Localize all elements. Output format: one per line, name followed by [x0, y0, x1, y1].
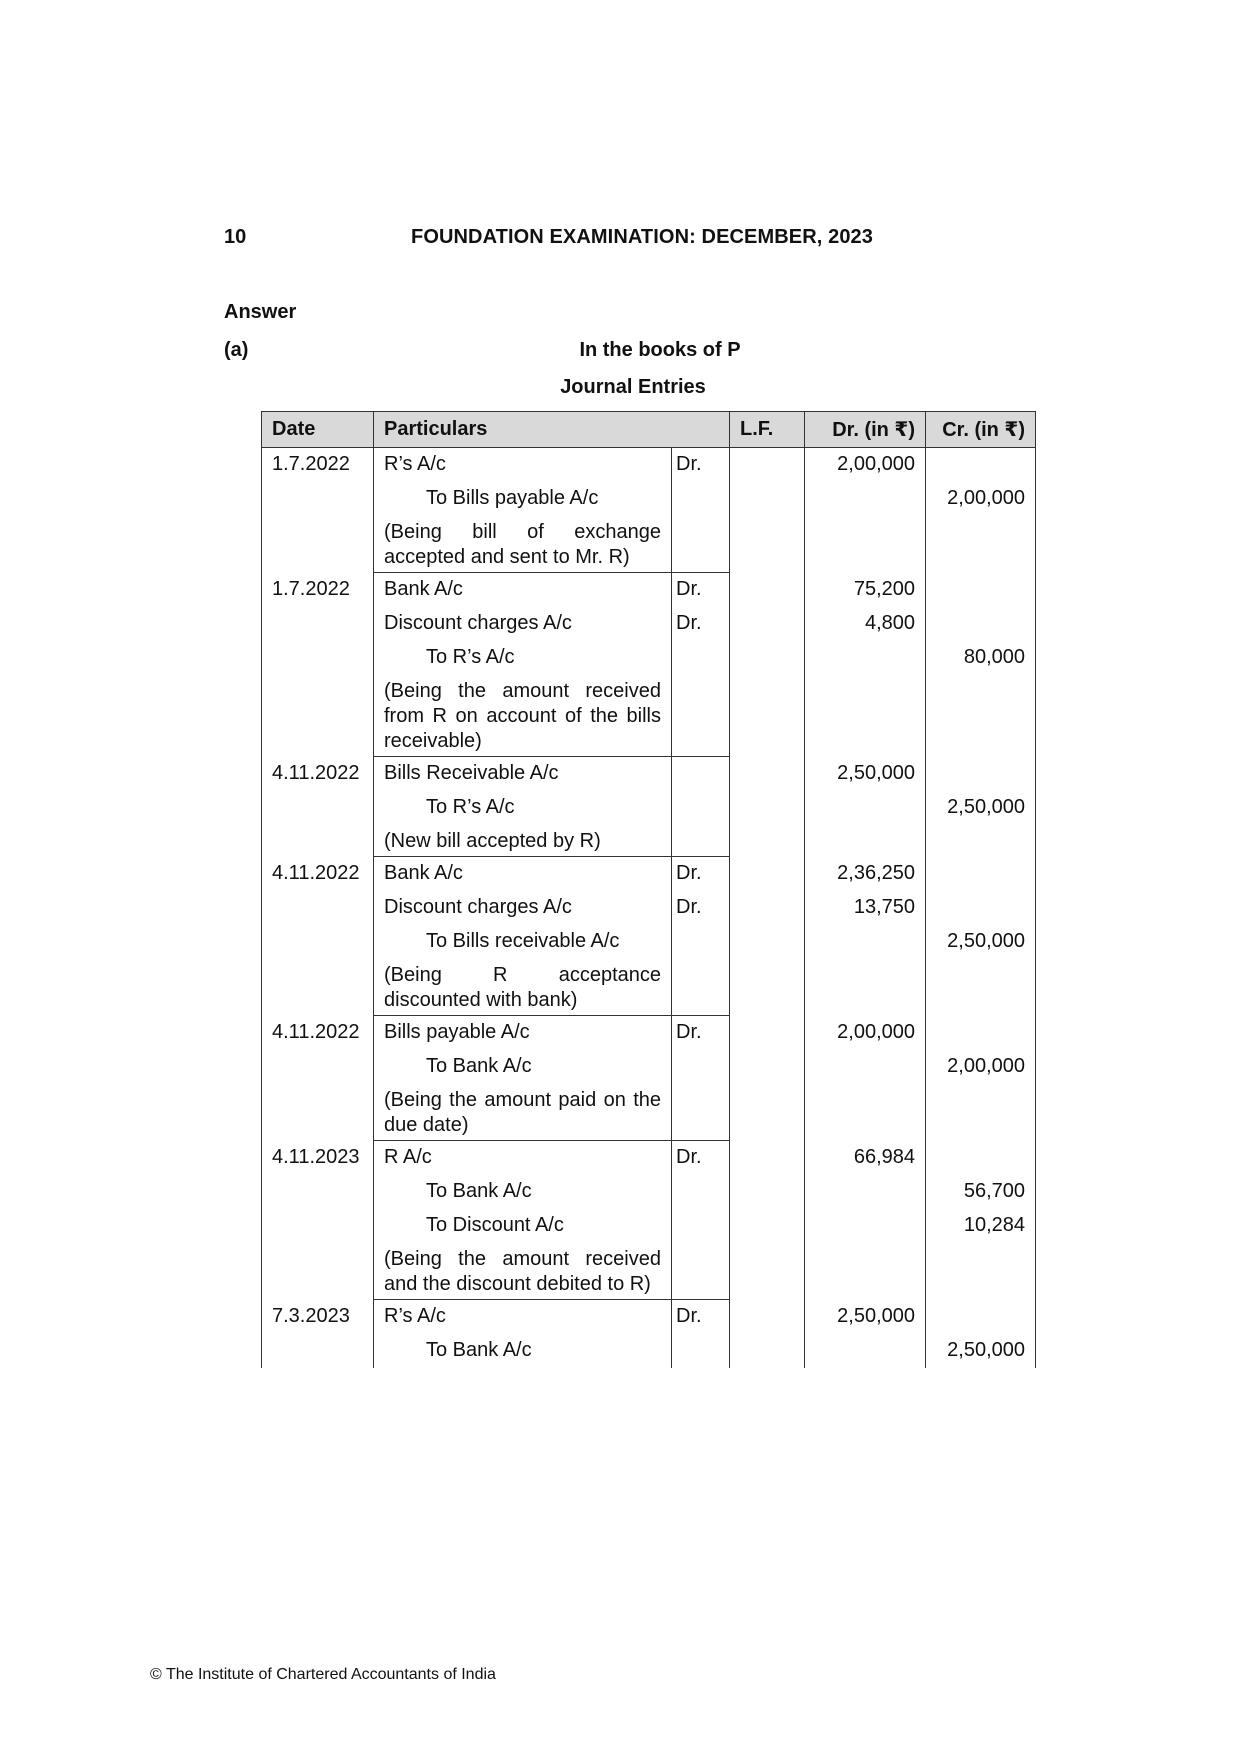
lf-cell — [730, 1334, 805, 1368]
lf-cell — [730, 1300, 805, 1335]
particulars-cell: To Bank A/c — [374, 1175, 672, 1209]
debit-amount: 2,00,000 — [805, 1016, 926, 1051]
page-number: 10 — [224, 226, 247, 248]
dr-mark — [672, 825, 730, 857]
debit-amount: 2,50,000 — [805, 757, 926, 792]
credit-amount: 2,00,000 — [926, 1050, 1036, 1084]
credit-amount — [926, 1141, 1036, 1176]
entry-date — [262, 607, 374, 641]
dr-mark: Dr. — [672, 448, 730, 483]
books-title: In the books of P — [579, 339, 741, 361]
journal-table — [261, 411, 1036, 1368]
entry-date — [262, 482, 374, 516]
lf-cell — [730, 857, 805, 892]
table-row — [262, 1334, 1036, 1368]
particulars-cell: Bank A/c — [374, 573, 672, 608]
particulars-cell: Bank A/c — [374, 857, 672, 892]
entry-date — [262, 1243, 374, 1300]
debit-amount: 13,750 — [805, 891, 926, 925]
debit-amount — [805, 516, 926, 573]
table-row — [262, 1209, 1036, 1243]
particulars-cell: R’s A/c — [374, 1300, 672, 1335]
table-row — [262, 857, 1036, 892]
credit-amount — [926, 891, 1036, 925]
table-row — [262, 641, 1036, 675]
entry-date — [262, 516, 374, 573]
credit-amount — [926, 1243, 1036, 1300]
table-row — [262, 1141, 1036, 1176]
debit-amount — [805, 1334, 926, 1368]
dr-mark — [672, 791, 730, 825]
debit-amount: 4,800 — [805, 607, 926, 641]
dr-mark — [672, 1209, 730, 1243]
narration-row — [262, 675, 1036, 757]
dr-mark — [672, 925, 730, 959]
entry-date — [262, 675, 374, 757]
debit-amount — [805, 675, 926, 757]
page-header-title: FOUNDATION EXAMINATION: DECEMBER, 2023 — [411, 226, 873, 248]
lf-cell — [730, 959, 805, 1016]
particulars-cell: Discount charges A/c — [374, 607, 672, 641]
entry-date: 4.11.2022 — [262, 757, 374, 792]
credit-amount — [926, 573, 1036, 608]
dr-mark — [672, 1243, 730, 1300]
credit-amount — [926, 857, 1036, 892]
lf-cell — [730, 1243, 805, 1300]
lf-cell — [730, 607, 805, 641]
lf-cell — [730, 791, 805, 825]
dr-mark — [672, 1084, 730, 1141]
narration-row — [262, 1084, 1036, 1141]
header-date: Date — [262, 412, 374, 448]
entry-date — [262, 925, 374, 959]
table-row — [262, 1300, 1036, 1335]
dr-mark: Dr. — [672, 573, 730, 608]
table-row — [262, 791, 1036, 825]
narration-row — [262, 516, 1036, 573]
debit-amount — [805, 959, 926, 1016]
debit-amount — [805, 1050, 926, 1084]
table-row — [262, 1016, 1036, 1051]
entry-date: 1.7.2022 — [262, 573, 374, 608]
debit-amount: 2,36,250 — [805, 857, 926, 892]
table-header-row — [262, 412, 1036, 448]
credit-amount: 2,50,000 — [926, 791, 1036, 825]
particulars-cell: To R’s A/c — [374, 641, 672, 675]
journal-title: Journal Entries — [560, 376, 706, 398]
credit-amount: 2,50,000 — [926, 1334, 1036, 1368]
credit-amount — [926, 757, 1036, 792]
lf-cell — [730, 891, 805, 925]
dr-mark: Dr. — [672, 891, 730, 925]
table-row — [262, 607, 1036, 641]
credit-amount — [926, 448, 1036, 483]
dr-mark — [672, 675, 730, 757]
lf-cell — [730, 641, 805, 675]
credit-amount: 2,50,000 — [926, 925, 1036, 959]
narration-text: (Being the amount received from R on account of the bills receivable) — [374, 675, 672, 757]
table-row — [262, 1175, 1036, 1209]
entry-date — [262, 825, 374, 857]
lf-cell — [730, 925, 805, 959]
lf-cell — [730, 1016, 805, 1051]
dr-mark — [672, 1334, 730, 1368]
table-row — [262, 891, 1036, 925]
entry-date: 1.7.2022 — [262, 448, 374, 483]
narration-text: (Being the amount paid on the due date) — [374, 1084, 672, 1141]
entry-date — [262, 1050, 374, 1084]
entry-date: 7.3.2023 — [262, 1300, 374, 1335]
particulars-cell: To Bills receivable A/c — [374, 925, 672, 959]
debit-amount: 2,00,000 — [805, 448, 926, 483]
debit-amount — [805, 1084, 926, 1141]
lf-cell — [730, 825, 805, 857]
dr-mark: Dr. — [672, 857, 730, 892]
entry-date — [262, 1175, 374, 1209]
dr-mark — [672, 1175, 730, 1209]
debit-amount — [805, 825, 926, 857]
entry-date: 4.11.2022 — [262, 857, 374, 892]
entry-date — [262, 1084, 374, 1141]
credit-amount: 80,000 — [926, 641, 1036, 675]
narration-row — [262, 1243, 1036, 1300]
dr-mark: Dr. — [672, 607, 730, 641]
lf-cell — [730, 1175, 805, 1209]
credit-amount: 10,284 — [926, 1209, 1036, 1243]
part-label: (a) — [224, 339, 249, 361]
debit-amount: 2,50,000 — [805, 1300, 926, 1335]
dr-mark: Dr. — [672, 1300, 730, 1335]
narration-text: (Being the amount received and the discount debited to R) — [374, 1243, 672, 1300]
particulars-cell: R A/c — [374, 1141, 672, 1176]
credit-amount — [926, 675, 1036, 757]
particulars-cell: To Discount A/c — [374, 1209, 672, 1243]
debit-amount — [805, 1175, 926, 1209]
lf-cell — [730, 1141, 805, 1176]
table-row — [262, 482, 1036, 516]
debit-amount — [805, 1209, 926, 1243]
header-cr: Cr. (in ₹) — [926, 412, 1036, 448]
lf-cell — [730, 1050, 805, 1084]
particulars-cell: To Bank A/c — [374, 1050, 672, 1084]
debit-amount — [805, 482, 926, 516]
particulars-cell: Bills payable A/c — [374, 1016, 672, 1051]
credit-amount — [926, 1300, 1036, 1335]
narration-row — [262, 959, 1036, 1016]
journal-body — [262, 448, 1036, 1369]
dr-mark — [672, 959, 730, 1016]
dr-mark — [672, 641, 730, 675]
answer-heading: Answer — [224, 301, 297, 323]
particulars-cell: To Bills payable A/c — [374, 482, 672, 516]
entry-date — [262, 641, 374, 675]
debit-amount — [805, 925, 926, 959]
credit-amount — [926, 959, 1036, 1016]
header-particulars: Particulars — [374, 412, 730, 448]
credit-amount — [926, 1016, 1036, 1051]
debit-amount — [805, 641, 926, 675]
dr-mark: Dr. — [672, 1016, 730, 1051]
header-dr: Dr. (in ₹) — [805, 412, 926, 448]
lf-cell — [730, 757, 805, 792]
entry-date: 4.11.2022 — [262, 1016, 374, 1051]
table-row — [262, 1050, 1036, 1084]
credit-amount — [926, 516, 1036, 573]
particulars-cell: Bills Receivable A/c — [374, 757, 672, 792]
footer-copyright: © The Institute of Chartered Accountants of India — [150, 1666, 496, 1683]
particulars-cell: Discount charges A/c — [374, 891, 672, 925]
lf-cell — [730, 675, 805, 757]
debit-amount — [805, 791, 926, 825]
narration-text: (Being R acceptance discounted with bank) — [374, 959, 672, 1016]
entry-date — [262, 959, 374, 1016]
credit-amount — [926, 825, 1036, 857]
dr-mark — [672, 482, 730, 516]
debit-amount: 75,200 — [805, 573, 926, 608]
dr-mark — [672, 516, 730, 573]
table-row — [262, 757, 1036, 792]
entry-date — [262, 1209, 374, 1243]
dr-mark: Dr. — [672, 1141, 730, 1176]
narration-text: (Being bill of exchange accepted and sent to Mr. R) — [374, 516, 672, 573]
particulars-cell: R’s A/c — [374, 448, 672, 483]
lf-cell — [730, 448, 805, 483]
lf-cell — [730, 482, 805, 516]
credit-amount — [926, 1084, 1036, 1141]
table-row — [262, 573, 1036, 608]
particulars-cell: To Bank A/c — [374, 1334, 672, 1368]
lf-cell — [730, 1209, 805, 1243]
entry-date — [262, 891, 374, 925]
debit-amount — [805, 1243, 926, 1300]
dr-mark — [672, 1050, 730, 1084]
dr-mark — [672, 757, 730, 792]
table-row — [262, 925, 1036, 959]
lf-cell — [730, 1084, 805, 1141]
lf-cell — [730, 573, 805, 608]
lf-cell — [730, 516, 805, 573]
entry-date — [262, 791, 374, 825]
narration-text: (New bill accepted by R) — [374, 825, 672, 857]
table-row — [262, 448, 1036, 483]
credit-amount: 56,700 — [926, 1175, 1036, 1209]
entry-date — [262, 1334, 374, 1368]
particulars-cell: To R’s A/c — [374, 791, 672, 825]
header-lf: L.F. — [730, 412, 805, 448]
narration-row — [262, 825, 1036, 857]
credit-amount — [926, 607, 1036, 641]
entry-date: 4.11.2023 — [262, 1141, 374, 1176]
credit-amount: 2,00,000 — [926, 482, 1036, 516]
debit-amount: 66,984 — [805, 1141, 926, 1176]
